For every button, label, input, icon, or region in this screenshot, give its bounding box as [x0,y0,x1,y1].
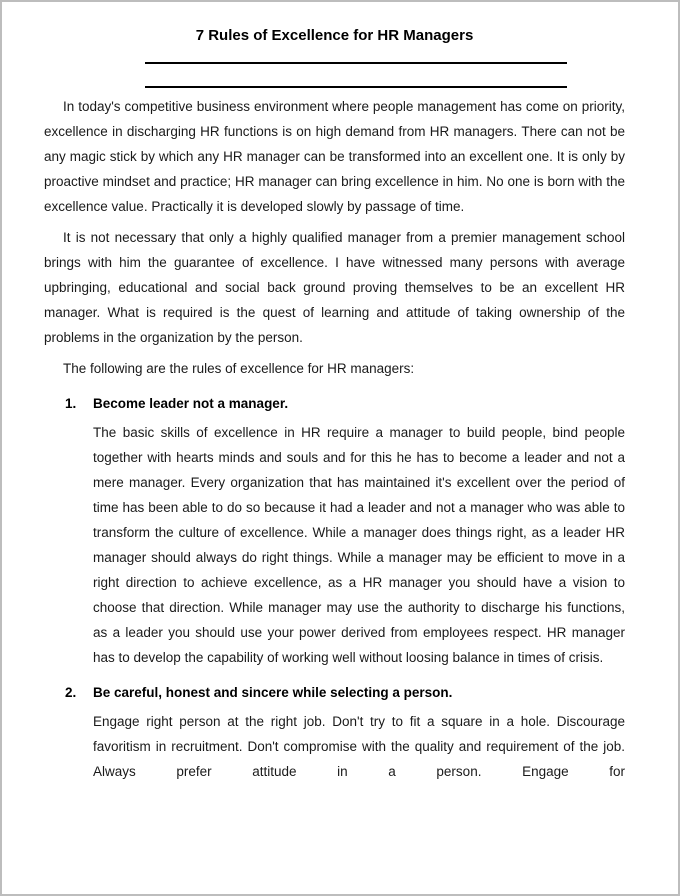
rule-item-1 [44,391,625,670]
intro-paragraph-2: It is not necessary that only a highly qualified manager from a premier management school brings with him the guarantee of excellence. I have witnessed many persons with average upbringing, educational and social back ground proving themselves to be an excellent HR manager. What is required is the quest of learning and attitude of taking ownership of the problems in the organization by the person. [44,230,625,345]
list-intro: The following are the rules of excellence for HR managers: [63,361,415,376]
rule-2-heading [44,680,625,705]
title-divider-line-1 [145,62,567,64]
page-title: 7 Rules of Excellence for HR Managers [195,27,474,44]
rule-1-body: The basic skills of excellence in HR require a manager to build people, bind people together with hearts minds and souls and for this he has to become a leader and not a mere manager. Every organization that has maintained it's excellent over the period of time has been able to do so because it had a leader and not a manager who was able to transform the culture of excellence. While a manager does things right, as a leader HR manager should always do right things. While a manager may be efficient to move in a right direction to achieve excellence, as a HR manager you should have a vision to choose that direction. While manager may use the authority to discharge his functions, as a leader you should use your power derived from employees respect. HR manager has to develop the capability of working well without loosing balance in times of crisis. [93,425,625,665]
title-divider-line-2 [145,86,567,88]
rule-1-heading [44,391,625,416]
rule-2-body: Engage right person at the right job. Don't try to fit a square in a hole. Discourage favoritism in recruitment. Don't compromise with the quality and requirement of the job. Always prefer attitude in a person. Engage for [93,714,625,779]
rule-1-number: 1. [65,396,77,411]
intro-paragraph-1: In today's competitive business environment where people management has come on priority, excellence in discharging HR functions is on high demand from HR managers. There can not be any magic stick by which any HR manager can be transformed into an excellent one. It is only by proactive mindset and practice; HR manager can bring excellence in him. No one is born with the excellence value. Practically it is developed slowly by passage of time. [44,99,625,214]
rule-2-title: Be careful, honest and sincere while selecting a person. [93,685,453,700]
rule-1-title: Become leader not a manager. [93,396,289,411]
rule-2-number: 2. [65,685,77,700]
rule-item-2 [44,680,625,784]
